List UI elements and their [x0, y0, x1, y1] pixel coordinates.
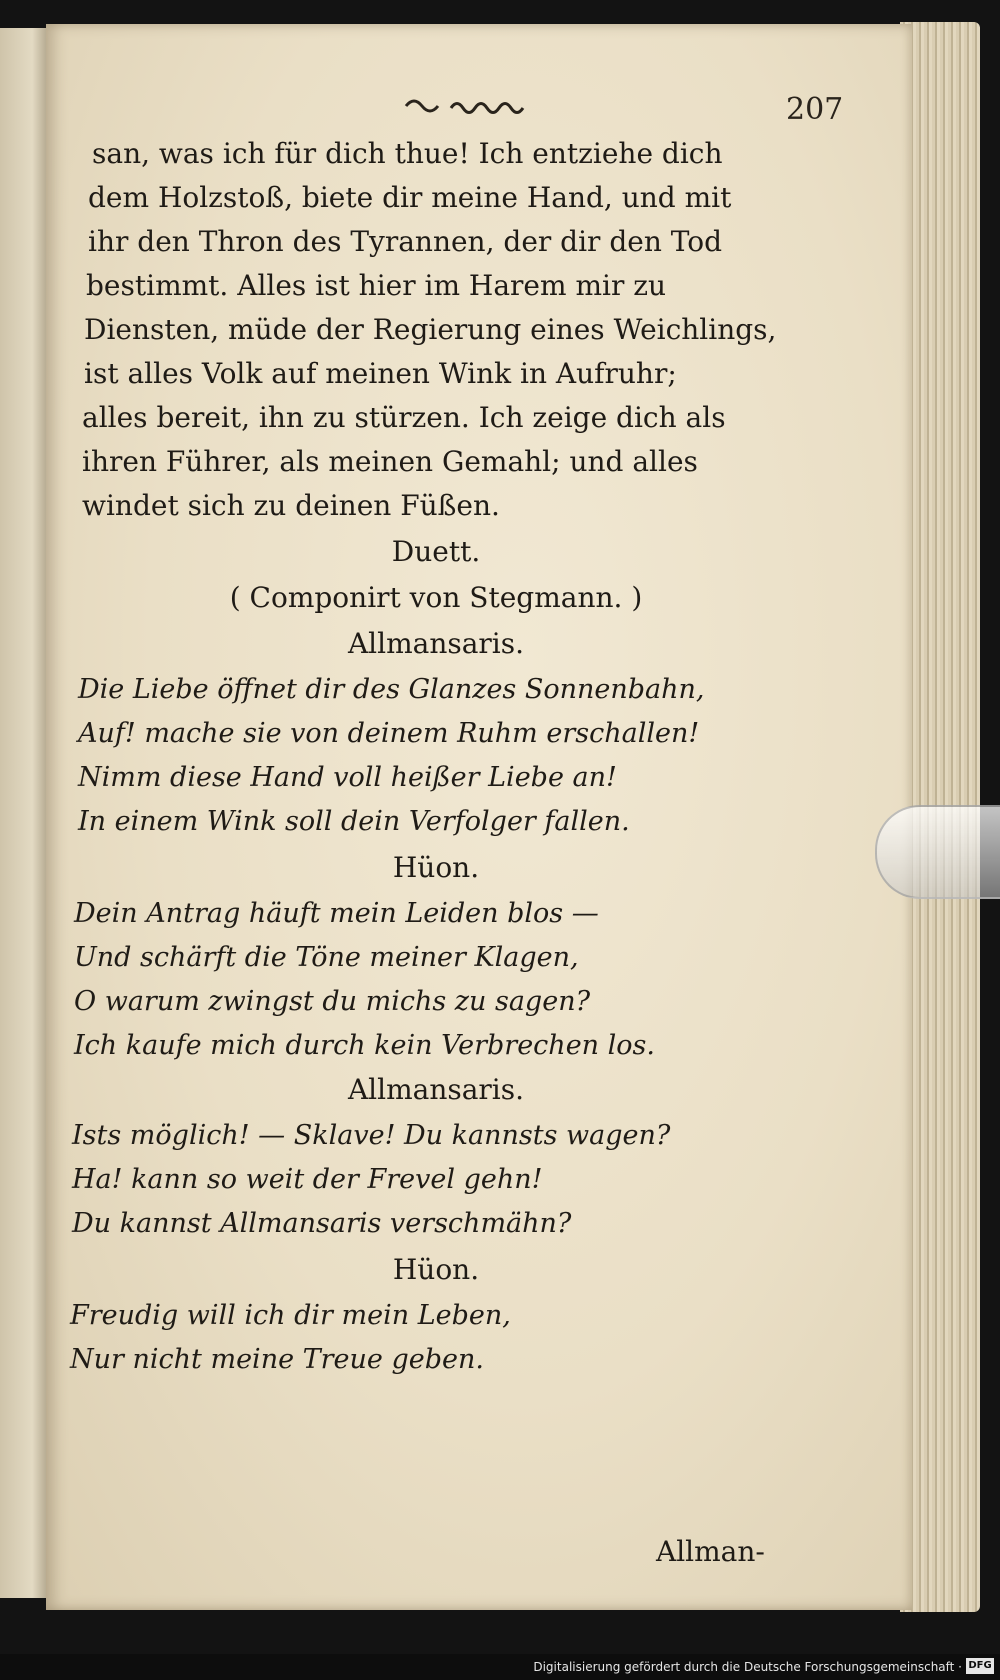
page-clip [875, 805, 1000, 899]
prose-line: san, was ich für dich thue! Ich entziehe dich [92, 137, 723, 170]
header-ornament [401, 84, 561, 124]
verse-line: Und schärft die Töne meiner Klagen, [74, 942, 579, 973]
verse-line: Ha! kann so weit der Frevel gehn! [72, 1164, 543, 1195]
prose-line: windet sich zu deinen Füßen. [82, 489, 500, 522]
verse-line: O warum zwingst du michs zu sagen? [74, 986, 591, 1017]
prose-line: Diensten, müde der Regierung eines Weichlings, [84, 313, 777, 346]
prose-line: ist alles Volk auf meinen Wink in Aufruhr; [84, 357, 677, 390]
verse-line: Dein Antrag häuft mein Leiden blos — [74, 898, 599, 929]
page-number: 207 [786, 92, 844, 127]
composer-note: ( Componirt von Stegmann. ) [229, 581, 643, 614]
verse-line: Nur nicht meine Treue geben. [70, 1344, 484, 1375]
prose-line: ihr den Thron des Tyrannen, der dir den Tod [88, 225, 723, 258]
verse-line: Die Liebe öffnet dir des Glanzes Sonnenbahn, [78, 674, 705, 705]
verse-line: Du kannst Allmansaris verschmähn? [72, 1208, 572, 1239]
verse-line: Ich kaufe mich durch kein Verbrechen los. [74, 1030, 655, 1061]
prose-line: ihren Führer, als meinen Gemahl; und alles [82, 445, 698, 478]
prose-line: bestimmt. Alles ist hier im Harem mir zu [86, 269, 667, 302]
book-page [46, 24, 912, 1610]
verse-line: Auf! mache sie von deinem Ruhm erschallen! [78, 718, 700, 749]
verse-line: Freudig will ich dir mein Leben, [70, 1300, 511, 1331]
verse-line: Nimm diese Hand voll heißer Liebe an! [78, 762, 617, 793]
verse-line: In einem Wink soll dein Verfolger fallen. [78, 806, 630, 837]
footer-credit: Digitalisierung gefördert durch die Deutsche Forschungsgemeinschaft · [533, 1660, 962, 1674]
verse-line: Ists möglich! — Sklave! Du kannsts wagen? [72, 1120, 671, 1151]
prose-line: alles bereit, ihn zu stürzen. Ich zeige dich als [82, 401, 726, 434]
catchword: Allman- [656, 1535, 765, 1568]
speaker-almansaris: Allmansaris. [347, 1073, 525, 1106]
previous-page-edge [0, 28, 48, 1598]
duet-heading: Duett. [391, 535, 481, 568]
prose-line: dem Holzstoß, biete dir meine Hand, und mit [88, 181, 732, 214]
speaker-huon: Hüon. [392, 1253, 480, 1286]
dfg-logo-icon: DFG [966, 1658, 994, 1674]
speaker-huon: Hüon. [392, 851, 480, 884]
speaker-almansaris: Allmansaris. [347, 627, 525, 660]
